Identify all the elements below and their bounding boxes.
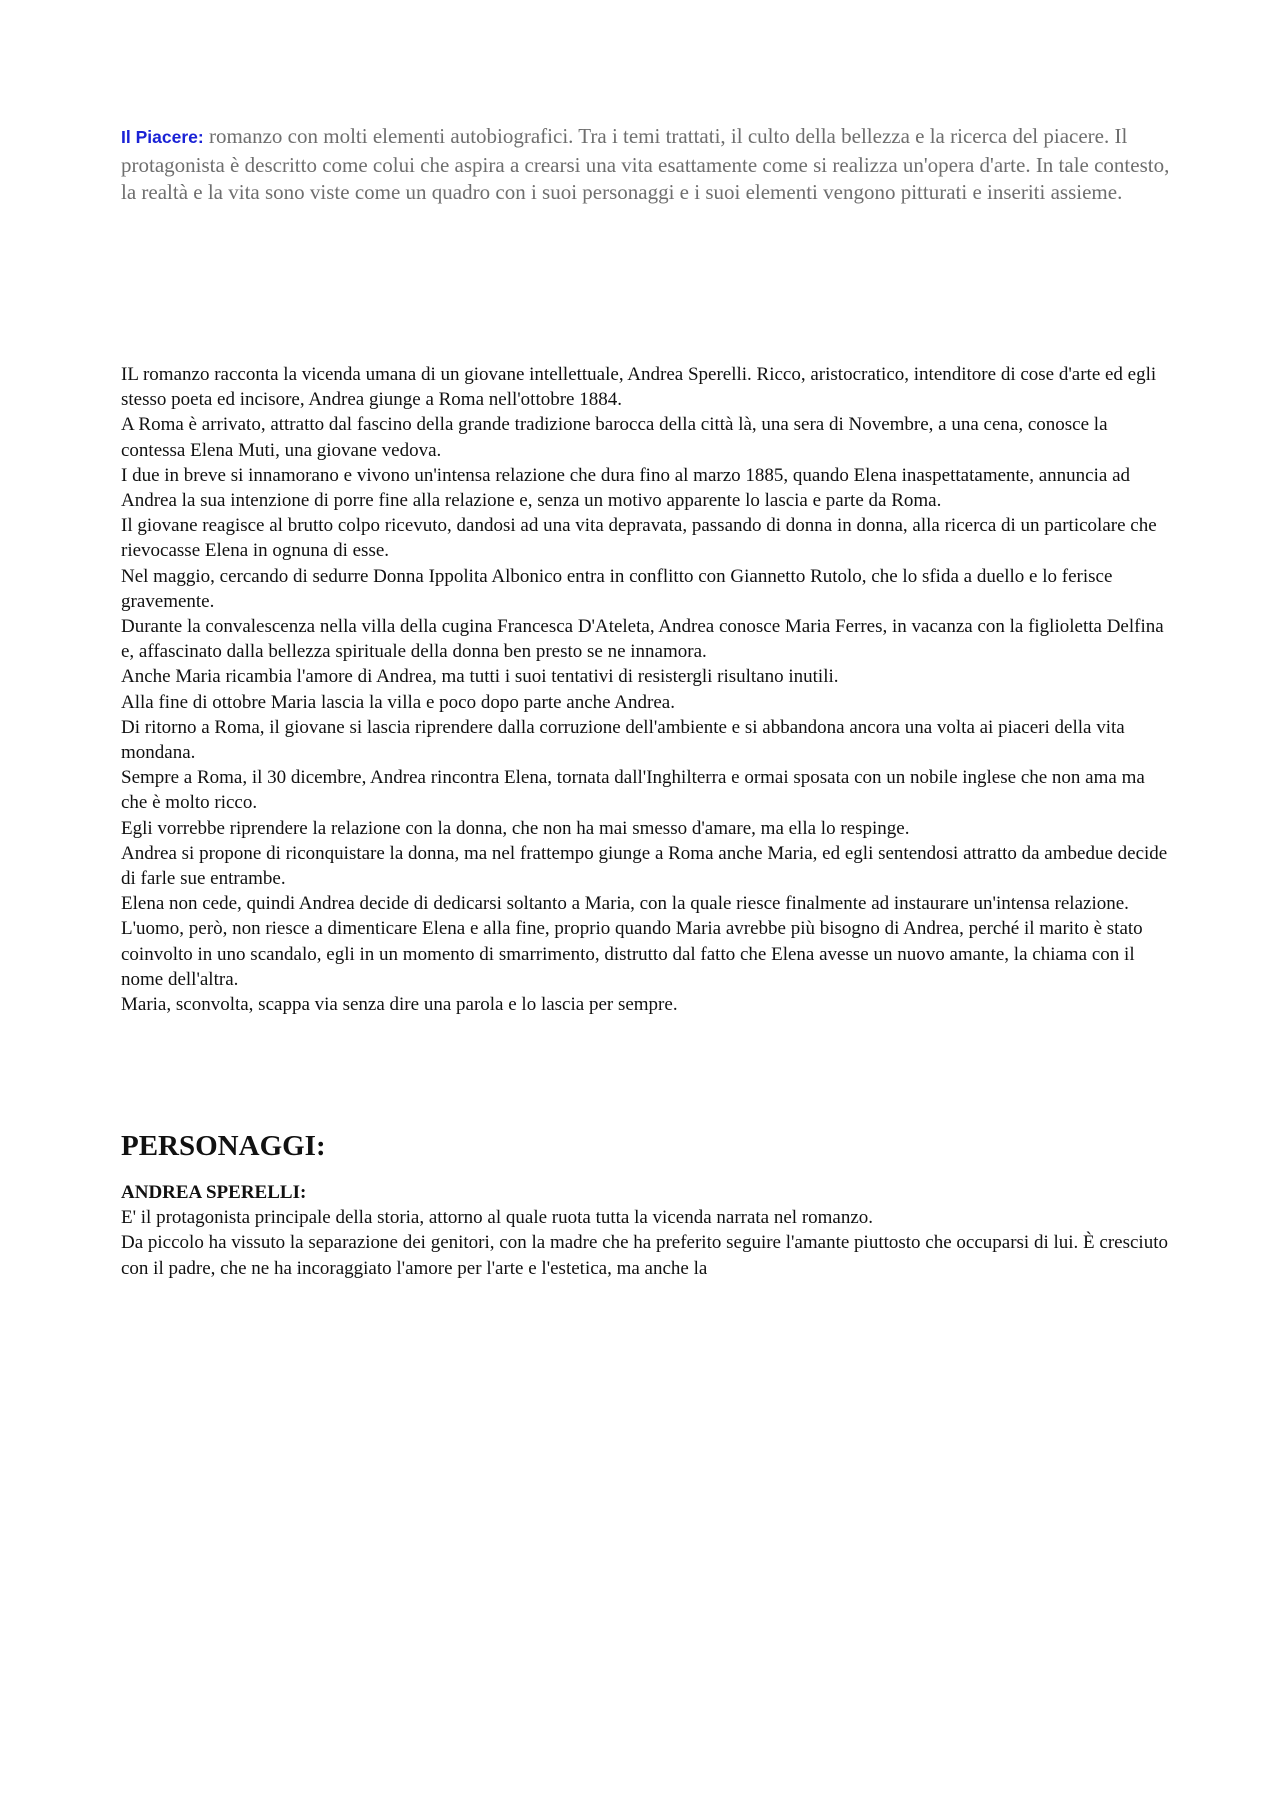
summary-paragraph: Anche Maria ricambia l'amore di Andrea, ma tutti i suoi tentativi di resistergli risultano inutili. xyxy=(121,666,839,688)
intro-paragraph xyxy=(121,123,1171,207)
summary-paragraph: Durante la convalescenza nella villa della cugina Francesca D'Ateleta, Andrea conosce Maria Ferres, in vacanza con la figlioletta Delfina e, affascinato dalla bellezza spirituale della donna ben presto se ne innamora. xyxy=(121,616,1164,663)
plot-summary xyxy=(121,362,1171,1017)
summary-paragraph: IL romanzo racconta la vicenda umana di un giovane intellettuale, Andrea Sperelli. Ricco, aristocratico, intenditore di cose d'arte ed egli stesso poeta ed incisore, Andrea giunge a Roma nell'ottobre 1884. xyxy=(121,364,1157,411)
character-name: ANDREA SPERELLI: xyxy=(121,1182,307,1203)
character-paragraph: E' il protagonista principale della storia, attorno al quale ruota tutta la vicenda narrata nel romanzo. xyxy=(121,1207,874,1229)
summary-paragraph: Elena non cede, quindi Andrea decide di dedicarsi soltanto a Maria, con la quale riesce finalmente ad instaurare un'intensa relazione. xyxy=(121,893,1129,915)
summary-paragraph: Sempre a Roma, il 30 dicembre, Andrea rincontra Elena, tornata dall'Inghilterra e ormai sposata con un nobile inglese che non ama ma che è molto ricco. xyxy=(121,767,1145,814)
summary-paragraph: Il giovane reagisce al brutto colpo ricevuto, dandosi ad una vita depravata, passando di donna in donna, alla ricerca di un particolare che rievocasse Elena in ognuna di esse. xyxy=(121,515,1157,562)
summary-paragraph: Di ritorno a Roma, il giovane si lascia riprendere dalla corruzione dell'ambiente e si abbandona ancora una volta ai piaceri della vita mondana. xyxy=(121,716,1125,764)
summary-paragraph: Alla fine di ottobre Maria lascia la villa e poco dopo parte anche Andrea. xyxy=(121,691,675,713)
summary-paragraph: Andrea si propone di riconquistare la donna, ma nel frattempo giunge a Roma anche Maria, ed egli sentendosi attratto da ambedue decide di farle sue entrambe. xyxy=(121,842,1168,890)
summary-paragraph: Nel maggio, cercando di sedurre Donna Ippolita Albonico entra in conflitto con Giannetto Rutolo, che lo sfida a duello e lo ferisce gravemente. xyxy=(121,565,1113,612)
character-entry xyxy=(121,1180,1171,1281)
summary-paragraph: L'uomo, però, non riesce a dimenticare Elena e alla fine, proprio quando Maria avrebbe più bisogno di Andrea, perché il marito è stato coinvolto in uno scandalo, egli in un momento di smarrimento, distrutto dal fatto che Elena avesse un nuovo amante, la chiama con il nome dell'altra. xyxy=(121,918,1143,990)
intro-title: Il Piacere: xyxy=(121,127,204,147)
intro-text: romanzo con molti elementi autobiografici. Tra i temi trattati, il culto della bellezza e la ricerca del piacere. Il protagonista è descritto come colui che aspira a crearsi una vita esattamente come si realizza un'opera d'arte. In tale contesto, la realtà e la vita sono viste come un quadro con i suoi personaggi e i suoi elementi vengono pitturati e inseriti assieme. xyxy=(121,124,1170,204)
character-paragraph: Da piccolo ha vissuto la separazione dei genitori, con la madre che ha preferito seguire l'amante piuttosto che occuparsi di lui. È cresciuto con il padre, che ne ha incoraggiato l'amore per l'arte e l'estetica, ma anche la xyxy=(121,1232,1168,1279)
summary-paragraph: Maria, sconvolta, scappa via senza dire una parola e lo lascia per sempre. xyxy=(121,994,678,1016)
summary-paragraph: Egli vorrebbe riprendere la relazione con la donna, che non ha mai smesso d'amare, ma ella lo respinge. xyxy=(121,817,910,839)
summary-paragraph: I due in breve si innamorano e vivono un'intensa relazione che dura fino al marzo 1885, quando Elena inaspettatamente, annuncia ad Andrea la sua intenzione di porre fine alla relazione e, senza un motivo apparente lo lascia e parte da Roma. xyxy=(121,464,1131,512)
characters-heading: PERSONAGGI: xyxy=(121,1130,326,1162)
summary-paragraph: A Roma è arrivato, attratto dal fascino della grande tradizione barocca della città là, una sera di Novembre, a una cena, conosce la contessa Elena Muti, una giovane vedova. xyxy=(121,414,1108,461)
